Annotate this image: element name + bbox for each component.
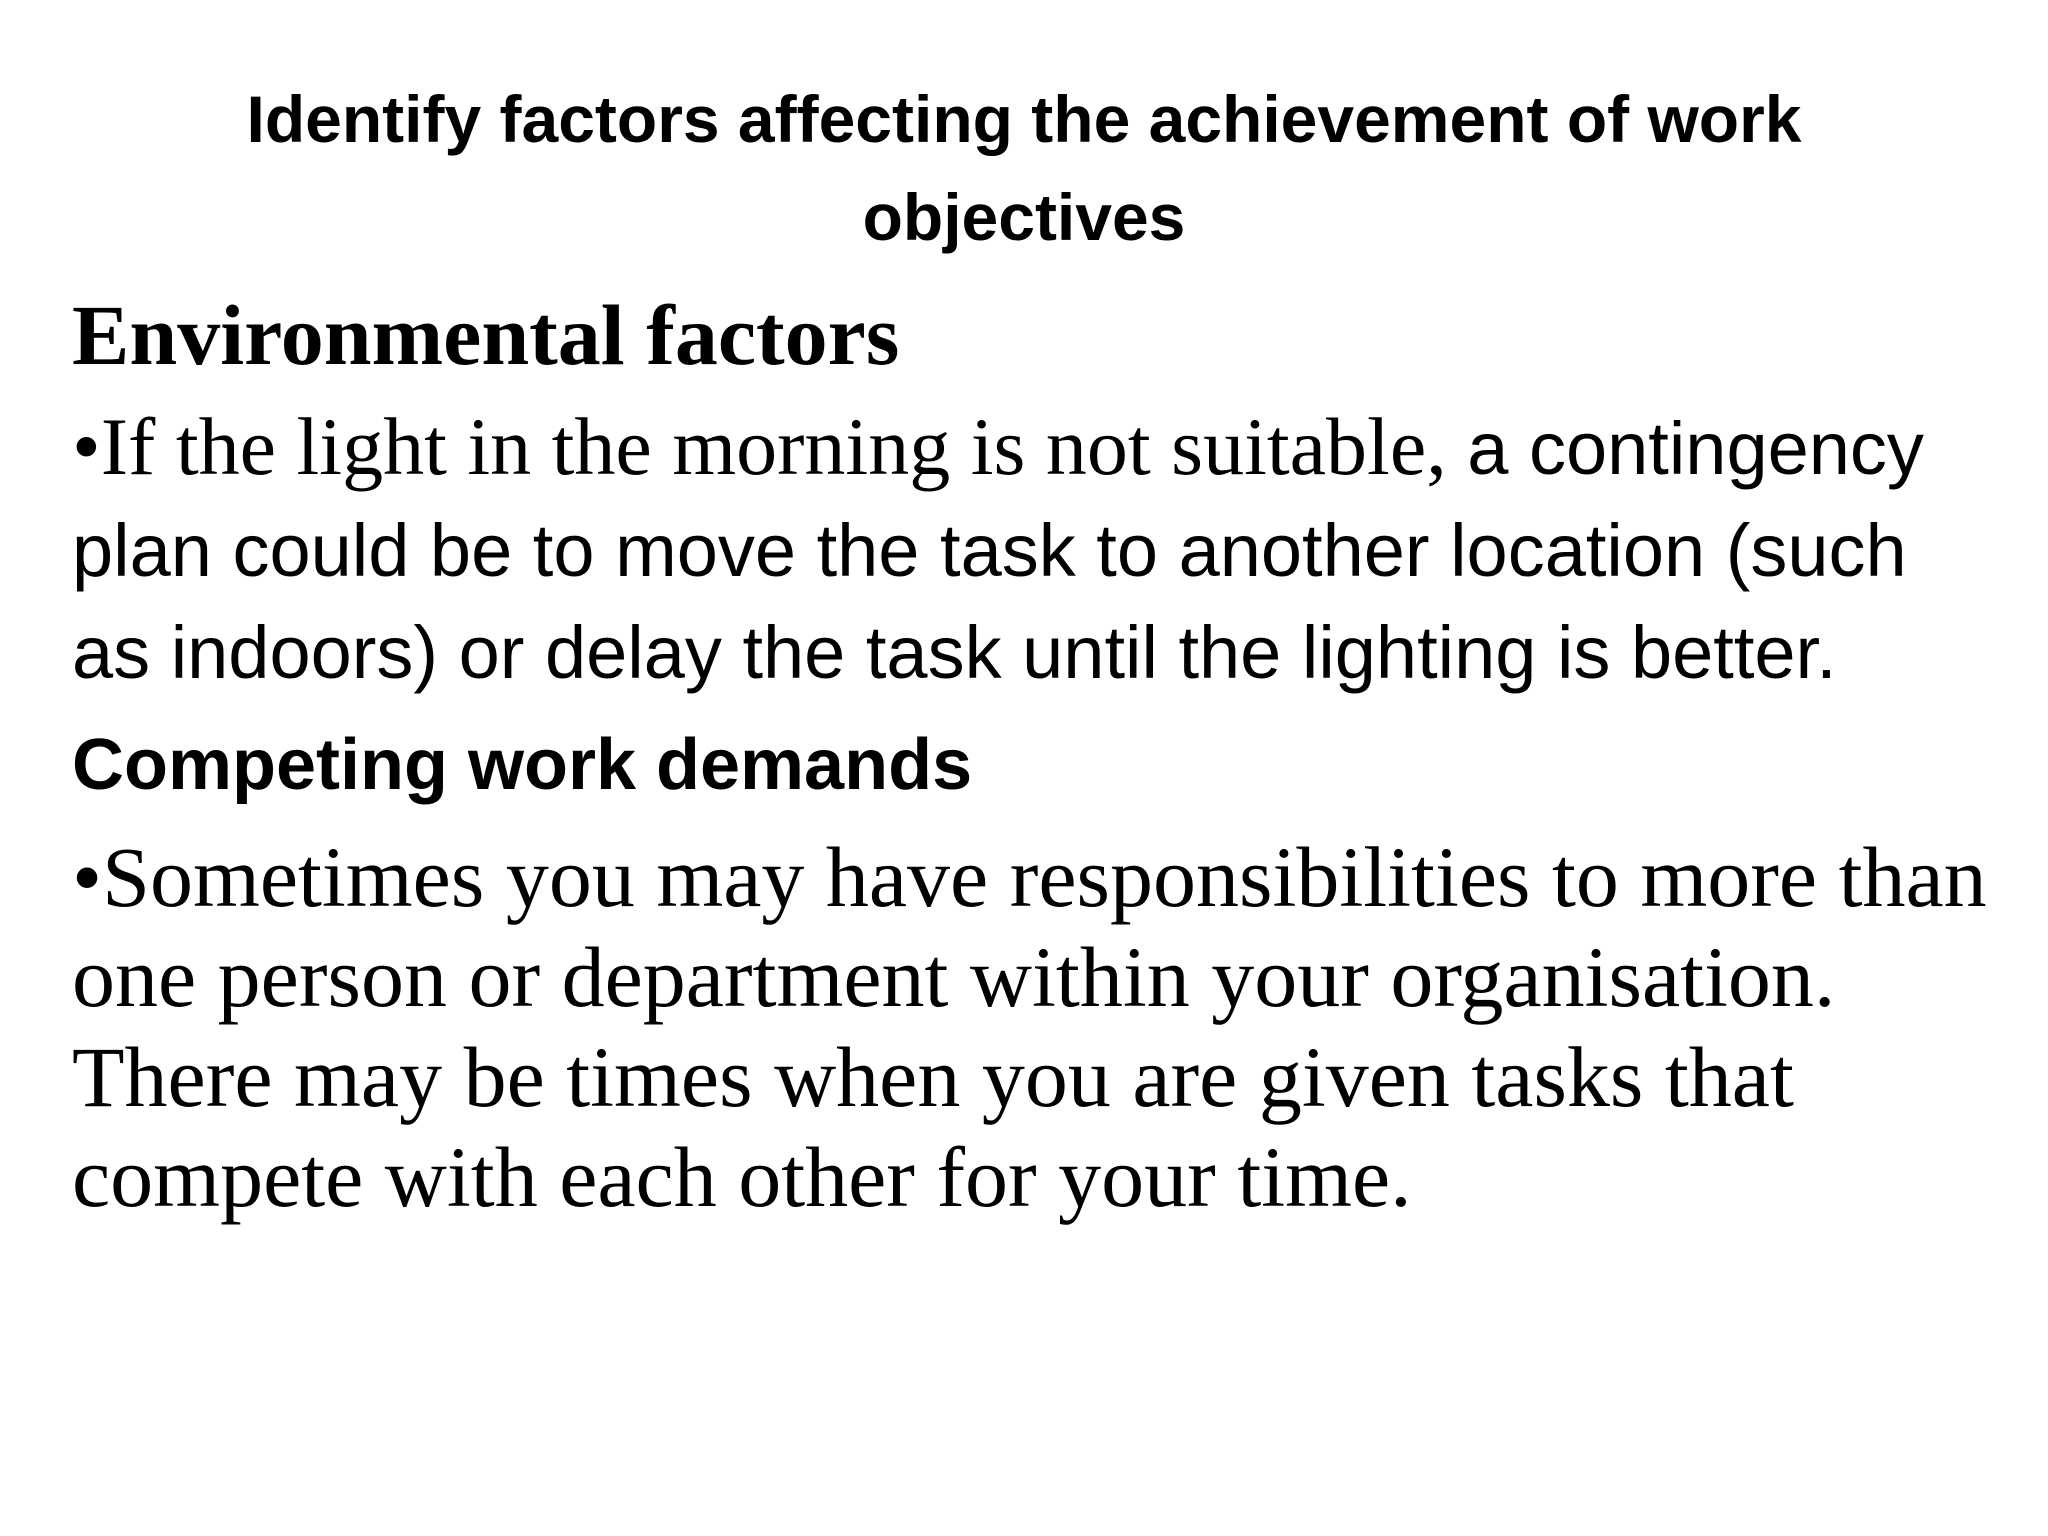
bullet-paragraph-competing — [72, 827, 2002, 1227]
bullet-text-sans: a contingency plan could be to move the task to another location (such as indoors) or delay the task until the lighting is better. — [72, 407, 1924, 694]
bullet-marker: • — [72, 829, 103, 925]
bullet-paragraph-environmental — [72, 397, 2002, 703]
bullet-text: Sometimes you may have responsibilities to more than one person or department within your organisation. There may be times when you are given tasks that compete with each other for your time. — [72, 829, 1987, 1225]
bullet-marker: • — [72, 401, 101, 492]
section-heading-environmental: Environmental factors — [72, 287, 900, 383]
section-heading-competing: Competing work demands — [72, 725, 973, 805]
slide-title: Identify factors affecting the achievement of work objectives — [246, 82, 1802, 254]
slide-content — [72, 285, 2002, 1227]
bullet-text-serif: If the light in the morning is not suitable, — [100, 401, 1447, 492]
